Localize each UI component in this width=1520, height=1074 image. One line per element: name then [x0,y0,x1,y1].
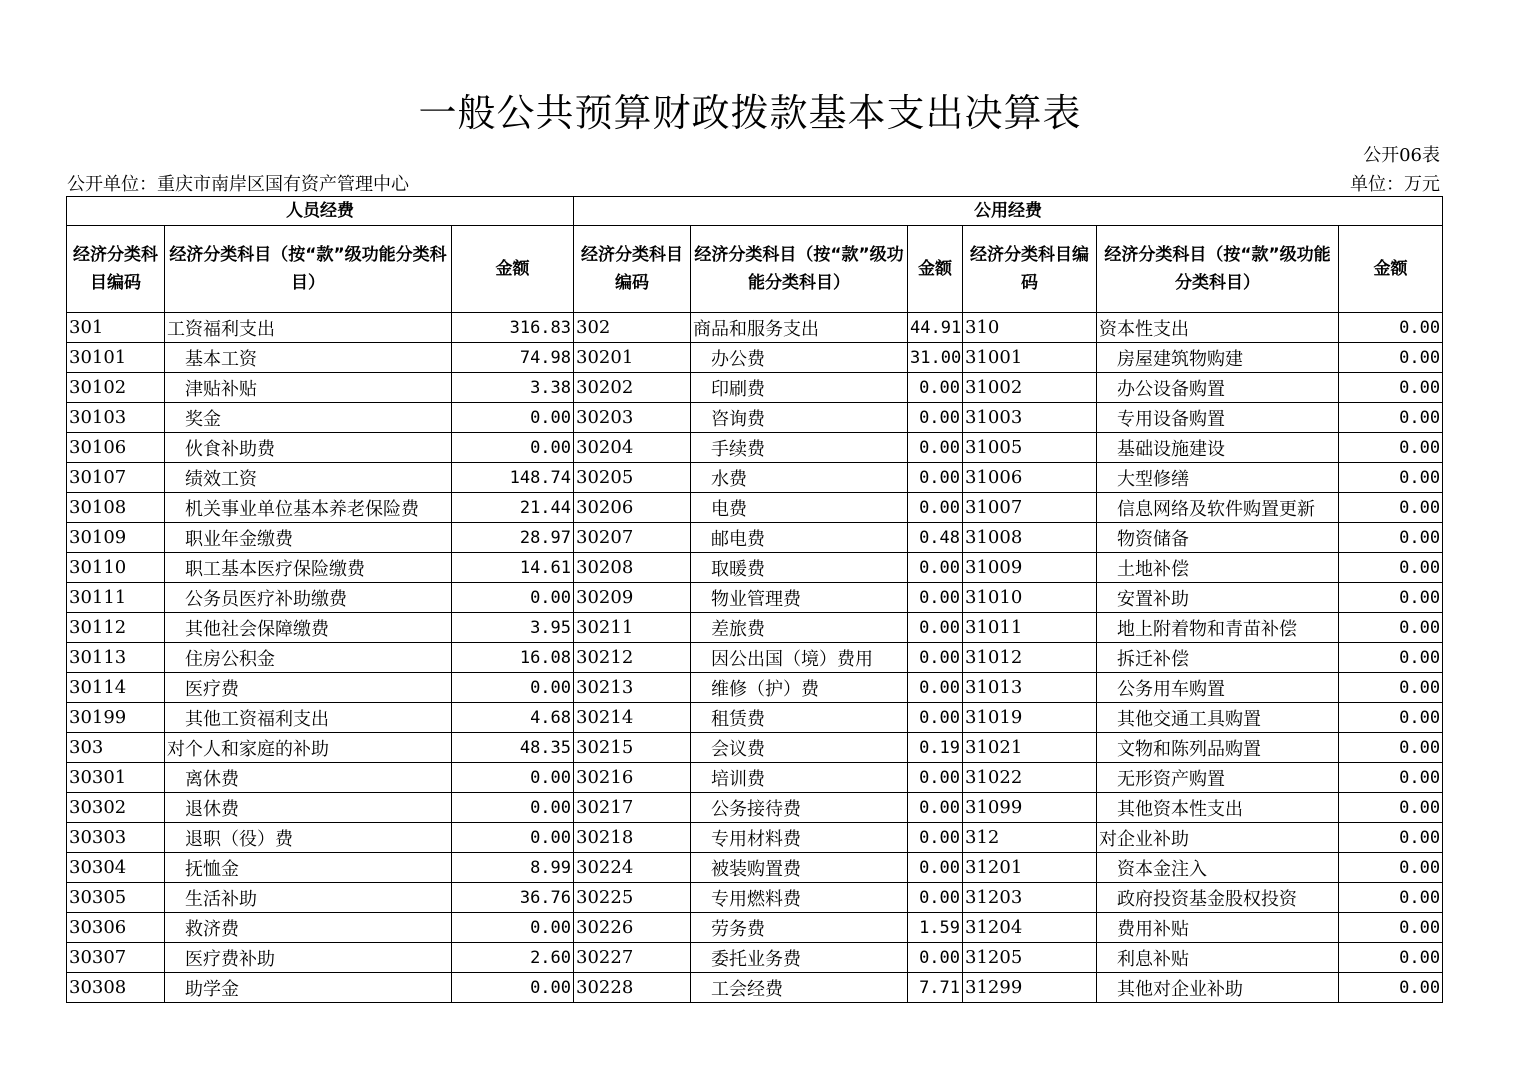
cell-name-public-b: 信息网络及软件购置更新 [1097,493,1339,523]
cell-name-public-b: 土地补偿 [1097,553,1339,583]
cell-code-public-b: 31007 [963,493,1097,523]
cell-code-public-a: 30208 [574,553,691,583]
cell-code-personnel: 30114 [67,673,165,703]
cell-amount-personnel: 74.98 [452,343,574,373]
table-row [67,793,1443,823]
cell-amount-public-a: 0.00 [908,493,963,523]
cell-amount-personnel: 148.74 [452,463,574,493]
cell-code-personnel: 30103 [67,403,165,433]
cell-amount-public-a: 0.00 [908,583,963,613]
cell-code-personnel: 301 [67,313,165,343]
table-row [67,463,1443,493]
cell-code-public-b: 31012 [963,643,1097,673]
cell-code-public-b: 31019 [963,703,1097,733]
cell-code-public-a: 30203 [574,403,691,433]
currency-unit: 单位：万元 [1350,174,1440,195]
cell-name-personnel: 对个人和家庭的补助 [165,733,452,763]
cell-amount-public-a: 0.00 [908,643,963,673]
budget-table [66,196,1443,1003]
cell-code-public-b: 31201 [963,853,1097,883]
cell-code-public-b: 310 [963,313,1097,343]
cell-name-public-a: 咨询费 [691,403,908,433]
table-row [67,853,1443,883]
cell-name-public-b: 利息补贴 [1097,943,1339,973]
table-row [67,973,1443,1003]
cell-name-public-b: 拆迁补偿 [1097,643,1339,673]
cell-name-personnel: 住房公积金 [165,643,452,673]
cell-amount-personnel: 316.83 [452,313,574,343]
cell-code-public-b: 31204 [963,913,1097,943]
cell-name-public-a: 会议费 [691,733,908,763]
cell-code-public-b: 31011 [963,613,1097,643]
cell-code-public-a: 30213 [574,673,691,703]
cell-name-public-b: 其他交通工具购置 [1097,703,1339,733]
cell-code-public-a: 30216 [574,763,691,793]
cell-name-public-b: 安置补助 [1097,583,1339,613]
cell-code-personnel: 30106 [67,433,165,463]
cell-name-public-a: 印刷费 [691,373,908,403]
cell-code-public-b: 31001 [963,343,1097,373]
cell-amount-public-b: 0.00 [1339,883,1443,913]
cell-code-public-b: 31205 [963,943,1097,973]
cell-amount-personnel: 0.00 [452,673,574,703]
cell-amount-public-a: 0.00 [908,703,963,733]
cell-amount-public-b: 0.00 [1339,433,1443,463]
cell-amount-public-a: 0.00 [908,463,963,493]
table-row [67,433,1443,463]
cell-name-personnel: 机关事业单位基本养老保险费 [165,493,452,523]
cell-name-personnel: 绩效工资 [165,463,452,493]
cell-amount-personnel: 21.44 [452,493,574,523]
unit-row [67,170,1440,194]
cell-amount-public-a: 0.19 [908,733,963,763]
cell-amount-public-a: 0.00 [908,763,963,793]
cell-name-public-a: 工会经费 [691,973,908,1003]
cell-name-public-a: 邮电费 [691,523,908,553]
cell-name-personnel: 抚恤金 [165,853,452,883]
cell-amount-personnel: 0.00 [452,433,574,463]
cell-code-personnel: 30101 [67,343,165,373]
cell-code-personnel: 30112 [67,613,165,643]
cell-code-public-a: 30226 [574,913,691,943]
cell-amount-personnel: 0.00 [452,583,574,613]
col-header-amount-2: 金额 [908,226,963,313]
cell-name-public-a: 电费 [691,493,908,523]
page-title: 一般公共预算财政拨款基本支出决算表 [418,91,1082,135]
cell-amount-personnel: 0.00 [452,823,574,853]
cell-code-public-a: 30224 [574,853,691,883]
col-header-code-1: 经济分类科目编码 [67,226,165,313]
col-header-code-3: 经济分类科目编码 [963,226,1097,313]
cell-code-public-a: 30212 [574,643,691,673]
cell-name-public-b: 政府投资基金股权投资 [1097,883,1339,913]
cell-amount-public-a: 0.00 [908,613,963,643]
cell-amount-public-a: 0.00 [908,883,963,913]
cell-code-public-b: 31299 [963,973,1097,1003]
cell-name-personnel: 职业年金缴费 [165,523,452,553]
cell-amount-public-b: 0.00 [1339,373,1443,403]
cell-code-public-a: 302 [574,313,691,343]
col-header-amount-1: 金额 [452,226,574,313]
cell-amount-public-b: 0.00 [1339,613,1443,643]
table-row [67,913,1443,943]
cell-amount-personnel: 14.61 [452,553,574,583]
cell-amount-public-b: 0.00 [1339,643,1443,673]
cell-amount-public-a: 44.91 [908,313,963,343]
cell-code-public-b: 31008 [963,523,1097,553]
group-header-public: 公用经费 [574,197,1443,226]
cell-name-public-b: 基础设施建设 [1097,433,1339,463]
cell-code-personnel: 30302 [67,793,165,823]
cell-code-personnel: 30307 [67,943,165,973]
cell-amount-personnel: 48.35 [452,733,574,763]
cell-code-public-b: 31005 [963,433,1097,463]
col-header-name-3: 经济分类科目（按“款”级功能分类科目） [1097,226,1339,313]
cell-amount-public-b: 0.00 [1339,853,1443,883]
publishing-unit: 公开单位：重庆市南岸区国有资产管理中心 [67,174,409,195]
cell-code-public-a: 30201 [574,343,691,373]
cell-code-public-a: 30209 [574,583,691,613]
table-row [67,673,1443,703]
cell-amount-public-a: 0.00 [908,403,963,433]
cell-name-personnel: 其他工资福利支出 [165,703,452,733]
cell-amount-public-a: 0.00 [908,373,963,403]
cell-name-personnel: 其他社会保障缴费 [165,613,452,643]
cell-name-public-b: 物资储备 [1097,523,1339,553]
cell-amount-public-b: 0.00 [1339,673,1443,703]
cell-amount-public-b: 0.00 [1339,733,1443,763]
cell-code-public-a: 30211 [574,613,691,643]
cell-name-public-b: 大型修缮 [1097,463,1339,493]
cell-name-public-b: 专用设备购置 [1097,403,1339,433]
col-header-amount-3: 金额 [1339,226,1443,313]
cell-amount-public-b: 0.00 [1339,913,1443,943]
cell-name-personnel: 职工基本医疗保险缴费 [165,553,452,583]
cell-name-public-a: 商品和服务支出 [691,313,908,343]
table-row [67,763,1443,793]
cell-amount-public-b: 0.00 [1339,403,1443,433]
cell-name-personnel: 伙食补助费 [165,433,452,463]
cell-amount-public-b: 0.00 [1339,463,1443,493]
cell-code-public-a: 30227 [574,943,691,973]
cell-amount-public-b: 0.00 [1339,313,1443,343]
cell-name-public-a: 专用燃料费 [691,883,908,913]
cell-amount-personnel: 4.68 [452,703,574,733]
cell-code-public-b: 31022 [963,763,1097,793]
cell-amount-personnel: 8.99 [452,853,574,883]
table-row [67,493,1443,523]
cell-code-public-a: 30205 [574,463,691,493]
cell-name-public-b: 地上附着物和青苗补偿 [1097,613,1339,643]
cell-name-personnel: 退职（役）费 [165,823,452,853]
cell-amount-public-a: 0.00 [908,553,963,583]
table-body [67,313,1443,1003]
table-row [67,703,1443,733]
cell-name-personnel: 助学金 [165,973,452,1003]
cell-name-public-b: 其他对企业补助 [1097,973,1339,1003]
cell-name-public-a: 专用材料费 [691,823,908,853]
cell-code-public-b: 31006 [963,463,1097,493]
cell-name-personnel: 奖金 [165,403,452,433]
table-row [67,823,1443,853]
cell-name-public-b: 文物和陈列品购置 [1097,733,1339,763]
cell-name-public-a: 维修（护）费 [691,673,908,703]
cell-code-personnel: 30301 [67,763,165,793]
cell-name-personnel: 救济费 [165,913,452,943]
cell-name-personnel: 工资福利支出 [165,313,452,343]
cell-name-public-a: 办公费 [691,343,908,373]
cell-code-personnel: 30306 [67,913,165,943]
cell-amount-public-a: 0.48 [908,523,963,553]
table-row [67,883,1443,913]
cell-amount-public-a: 0.00 [908,853,963,883]
cell-code-public-b: 312 [963,823,1097,853]
cell-amount-personnel: 0.00 [452,973,574,1003]
cell-name-public-a: 租赁费 [691,703,908,733]
cell-code-personnel: 30303 [67,823,165,853]
cell-name-public-b: 资本金注入 [1097,853,1339,883]
cell-amount-public-b: 0.00 [1339,793,1443,823]
cell-amount-public-a: 0.00 [908,793,963,823]
cell-amount-personnel: 28.97 [452,523,574,553]
cell-amount-public-a: 0.00 [908,943,963,973]
cell-amount-public-b: 0.00 [1339,763,1443,793]
cell-code-personnel: 30110 [67,553,165,583]
cell-amount-public-a: 1.59 [908,913,963,943]
cell-amount-public-a: 0.00 [908,673,963,703]
col-header-name-2: 经济分类科目（按“款”级功能分类科目） [691,226,908,313]
cell-name-public-a: 委托业务费 [691,943,908,973]
cell-amount-personnel: 36.76 [452,883,574,913]
cell-amount-personnel: 0.00 [452,913,574,943]
table-row [67,643,1443,673]
cell-amount-public-a: 31.00 [908,343,963,373]
cell-amount-personnel: 16.08 [452,643,574,673]
cell-name-public-b: 办公设备购置 [1097,373,1339,403]
cell-name-personnel: 生活补助 [165,883,452,913]
cell-code-public-b: 31021 [963,733,1097,763]
cell-code-public-a: 30217 [574,793,691,823]
cell-name-personnel: 津贴补贴 [165,373,452,403]
cell-amount-personnel: 2.60 [452,943,574,973]
cell-amount-public-b: 0.00 [1339,493,1443,523]
cell-name-public-a: 公务接待费 [691,793,908,823]
cell-name-public-b: 费用补贴 [1097,913,1339,943]
cell-amount-public-b: 0.00 [1339,943,1443,973]
cell-code-personnel: 30108 [67,493,165,523]
cell-amount-public-b: 0.00 [1339,523,1443,553]
cell-code-public-a: 30204 [574,433,691,463]
cell-name-personnel: 离休费 [165,763,452,793]
table-row [67,343,1443,373]
table-row [67,313,1443,343]
cell-name-public-a: 取暖费 [691,553,908,583]
cell-name-public-b: 其他资本性支出 [1097,793,1339,823]
cell-name-public-b: 对企业补助 [1097,823,1339,853]
cell-name-public-b: 无形资产购置 [1097,763,1339,793]
cell-code-personnel: 30111 [67,583,165,613]
cell-amount-public-a: 0.00 [908,823,963,853]
table-row [67,523,1443,553]
cell-code-public-b: 31002 [963,373,1097,403]
cell-amount-public-a: 7.71 [908,973,963,1003]
cell-code-personnel: 30199 [67,703,165,733]
table-row [67,553,1443,583]
col-header-code-2: 经济分类科目编码 [574,226,691,313]
table-row [67,373,1443,403]
cell-amount-public-b: 0.00 [1339,973,1443,1003]
cell-amount-personnel: 3.38 [452,373,574,403]
table-row [67,733,1443,763]
cell-code-public-b: 31203 [963,883,1097,913]
cell-name-public-a: 物业管理费 [691,583,908,613]
cell-code-public-b: 31003 [963,403,1097,433]
cell-code-public-a: 30215 [574,733,691,763]
cell-code-personnel: 30304 [67,853,165,883]
cell-code-public-a: 30228 [574,973,691,1003]
cell-name-public-a: 差旅费 [691,613,908,643]
cell-code-personnel: 30102 [67,373,165,403]
cell-name-public-b: 公务用车购置 [1097,673,1339,703]
cell-code-public-b: 31013 [963,673,1097,703]
table-row [67,583,1443,613]
cell-name-public-b: 房屋建筑物购建 [1097,343,1339,373]
cell-name-public-a: 水费 [691,463,908,493]
cell-amount-public-b: 0.00 [1339,343,1443,373]
cell-name-public-b: 资本性支出 [1097,313,1339,343]
cell-name-public-a: 劳务费 [691,913,908,943]
cell-code-personnel: 30109 [67,523,165,553]
cell-amount-public-b: 0.00 [1339,823,1443,853]
cell-amount-public-b: 0.00 [1339,703,1443,733]
cell-name-public-a: 手续费 [691,433,908,463]
group-header-personnel: 人员经费 [67,197,574,226]
cell-code-personnel: 30305 [67,883,165,913]
cell-name-public-a: 因公出国（境）费用 [691,643,908,673]
cell-code-public-a: 30207 [574,523,691,553]
cell-name-personnel: 基本工资 [165,343,452,373]
cell-code-public-a: 30214 [574,703,691,733]
table-row [67,943,1443,973]
cell-name-public-a: 培训费 [691,763,908,793]
cell-amount-personnel: 0.00 [452,763,574,793]
cell-code-personnel: 30113 [67,643,165,673]
form-number: 公开06表 [1363,145,1440,166]
cell-amount-personnel: 3.95 [452,613,574,643]
cell-code-public-b: 31009 [963,553,1097,583]
cell-amount-public-b: 0.00 [1339,583,1443,613]
cell-name-public-a: 被装购置费 [691,853,908,883]
cell-amount-personnel: 0.00 [452,793,574,823]
cell-name-personnel: 医疗费 [165,673,452,703]
cell-code-public-a: 30202 [574,373,691,403]
cell-name-personnel: 公务员医疗补助缴费 [165,583,452,613]
cell-code-personnel: 303 [67,733,165,763]
cell-code-public-a: 30225 [574,883,691,913]
cell-code-public-a: 30206 [574,493,691,523]
cell-amount-public-b: 0.00 [1339,553,1443,583]
cell-code-personnel: 30308 [67,973,165,1003]
cell-name-personnel: 医疗费补助 [165,943,452,973]
cell-code-public-b: 31010 [963,583,1097,613]
table-row [67,403,1443,433]
cell-code-personnel: 30107 [67,463,165,493]
cell-name-personnel: 退休费 [165,793,452,823]
col-header-name-1: 经济分类科目（按“款”级功能分类科目） [165,226,452,313]
cell-code-public-b: 31099 [963,793,1097,823]
cell-amount-personnel: 0.00 [452,403,574,433]
cell-amount-public-a: 0.00 [908,433,963,463]
table-row [67,613,1443,643]
cell-code-public-a: 30218 [574,823,691,853]
